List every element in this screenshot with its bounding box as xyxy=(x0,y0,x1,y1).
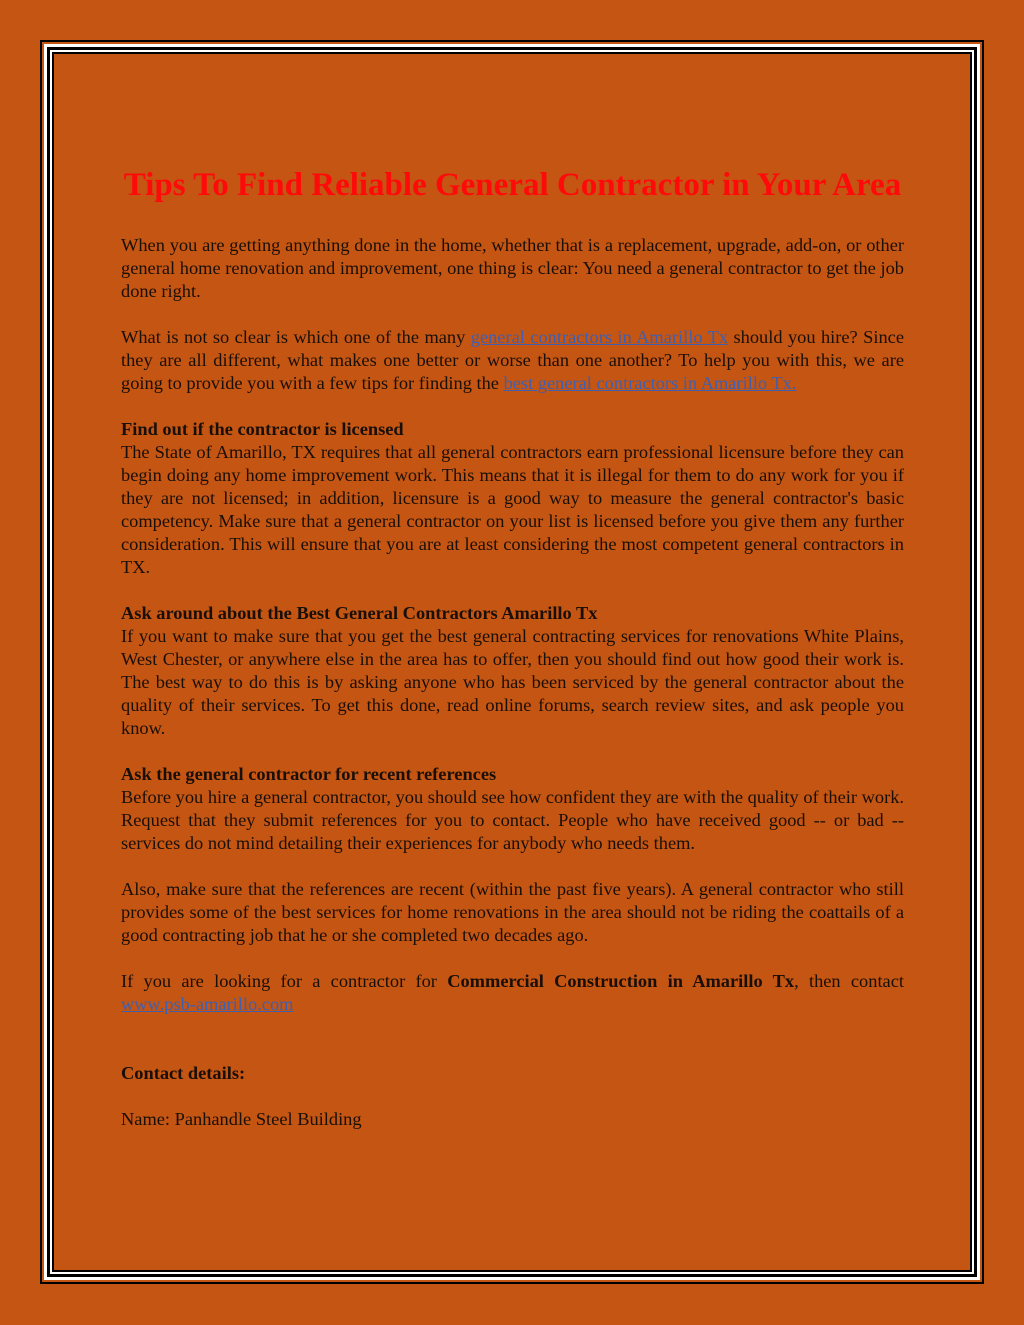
cta-paragraph xyxy=(121,970,904,1016)
section-heading-licensed: Find out if the contractor is licensed xyxy=(121,419,404,439)
cta-text: If you are looking for a contractor for xyxy=(121,971,448,991)
paragraph-text: should you hire? Since they are all different, what makes one better or worse than one another? To help you with this, we are going to provide you with a few tips for finding the xyxy=(121,327,904,393)
website-link[interactable]: www.psb-amarillo.com xyxy=(121,994,294,1014)
paragraph-text: What is not so clear is which one of the many xyxy=(121,327,471,347)
cta-bold-text: Commercial Construction in Amarillo Tx xyxy=(447,971,795,991)
best-contractors-link[interactable]: best general contractors in Amarillo Tx. xyxy=(503,373,797,393)
contact-name: Name: Panhandle Steel Building xyxy=(121,1109,362,1129)
section-references xyxy=(121,763,904,855)
contact-heading: Contact details: xyxy=(121,1063,246,1083)
intro-paragraph: When you are getting anything done in the home, whether that is a replacement, upgrade, add-on, or other general home renovation and improvement, one thing is clear: You need a general contractor to get the job done right. xyxy=(121,235,904,301)
recent-references-paragraph: Also, make sure that the references are recent (within the past five years). A general contractor who still provides some of the best services for home renovations in the area should not be riding the coattails of a good contracting job that he or she completed two decades ago. xyxy=(121,879,904,945)
spacer xyxy=(121,1039,904,1062)
cta-text: , then contact xyxy=(794,971,904,991)
section-body-licensed: The State of Amarillo, TX requires that all general contractors earn professional licensure before they can begin doing any home improvement work. This means that it is illegal for them to do any work for you if they are not licensed; in addition, licensure is a good way to measure the general contractor's basic competency. Make sure that a general contractor on your list is licensed before you give them any further consideration. This will ensure that you are at least considering the most competent general contractors in TX. xyxy=(121,442,904,577)
general-contractors-link[interactable]: general contractors in Amarillo Tx xyxy=(470,327,729,347)
section-licensed xyxy=(121,418,904,579)
page-title: Tips To Find Reliable General Contractor in Your Area xyxy=(123,167,902,203)
contractors-paragraph xyxy=(121,326,904,395)
section-heading-references: Ask the general contractor for recent references xyxy=(121,764,497,784)
section-body-references: Before you hire a general contractor, you should see how confident they are with the quality of their work. Request that they submit references for you to contact. People who have received good -- or bad -- services do not mind detailing their experiences for anybody who needs them. xyxy=(121,787,904,853)
section-ask-around xyxy=(121,602,904,740)
section-body-ask-around: If you want to make sure that you get the best general contracting services for renovations White Plains, West Chester, or anywhere else in the area has to offer, then you should find out how good their work is. The best way to do this is by asking anyone who has been serviced by the general contractor about the quality of their services. To get this done, read online forums, search review sites, and ask people you know. xyxy=(121,626,904,738)
article-content xyxy=(121,166,904,1154)
section-heading-ask-around: Ask around about the Best General Contractors Amarillo Tx xyxy=(121,603,598,623)
